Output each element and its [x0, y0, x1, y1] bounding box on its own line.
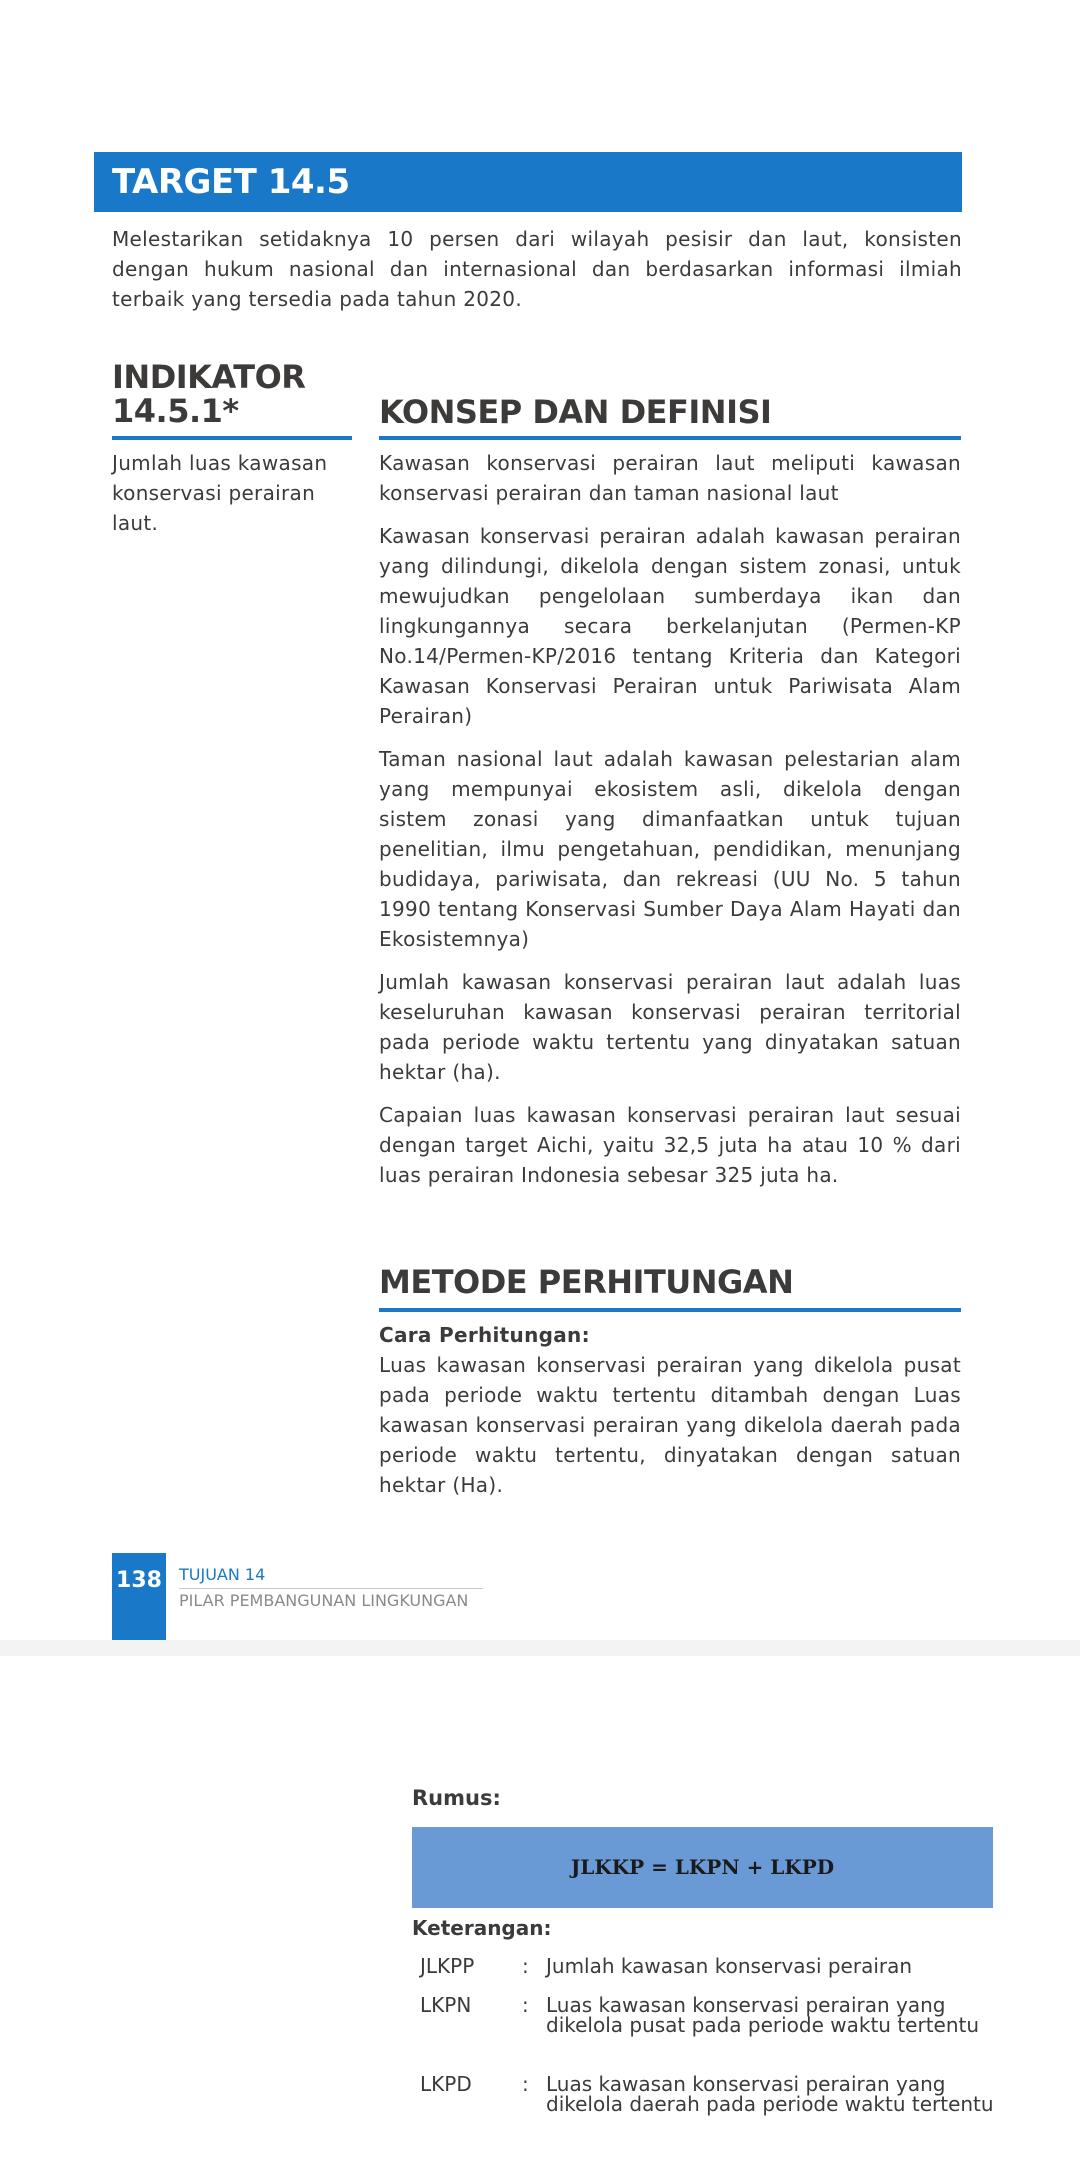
konsep-body — [379, 448, 961, 1203]
target-description: Melestarikan setidaknya 10 persen dari wilayah pesisir dan laut, konsisten dengan hukum nasional dan internasional dan berdasarkan informasi ilmiah terbaik yang tersedia pada tahun 2020. — [112, 227, 962, 311]
metode-title: METODE PERHITUNGAN — [379, 1263, 794, 1301]
target-title: TARGET 14.5 — [94, 152, 962, 212]
konsep-paragraph: Jumlah kawasan konservasi perairan laut adalah luas keseluruhan kawasan konservasi perairan territorial pada periode waktu tertentu yang dinyatakan satuan hektar (ha). — [379, 970, 961, 1084]
formula-text: JLKKP = LKPN + LKPD — [570, 1855, 835, 1879]
indikator-title: INDIKATOR 14.5.1* — [112, 358, 306, 430]
konsep-paragraph: Capaian luas kawasan konservasi perairan laut sesuai dengan target Aichi, yaitu 32,5 juta ha atau 10 % dari luas perairan Indonesia sebesar 325 juta ha. — [379, 1103, 961, 1187]
metode-subtitle: Cara Perhitungan: — [379, 1323, 590, 1347]
konsep-paragraph: Taman nasional laut adalah kawasan pelestarian alam yang mempunyai ekosistem asli, dikelola dengan sistem zonasi yang dimanfaatkan untuk tujuan penelitian, ilmu pengetahuan, pendidikan, menunjang budidaya, pariwisata, dan rekreasi (UU No. 5 tahun 1990 tentang Konservasi Sumber Daya Alam Hayati dan Ekosistemnya) — [379, 747, 961, 951]
indikator-rule — [112, 436, 352, 440]
formula-box — [412, 1827, 993, 1908]
page-separator — [0, 1640, 1080, 1656]
rumus-label: Rumus: — [412, 1786, 501, 1810]
indikator-text: Jumlah luas kawasan konservasi perairan laut. — [112, 451, 328, 535]
keterangan-colon: : — [522, 2072, 529, 2096]
metode-rule — [379, 1308, 961, 1312]
keterangan-definition: Luas kawasan konservasi perairan yang dikelola daerah pada periode waktu tertentu — [546, 2072, 994, 2116]
keterangan-colon: : — [522, 1993, 529, 2017]
footer-pillar: PILAR PEMBANGUNAN LINGKUNGAN — [179, 1591, 469, 1610]
metode-body — [379, 1320, 961, 1500]
page-number: 138 — [112, 1553, 166, 1643]
konsep-paragraph: Kawasan konservasi perairan adalah kawasan perairan yang dilindungi, dikelola dengan sistem zonasi, untuk mewujudkan pengelolaan sumberdaya ikan dan lingkungannya secara berkelanjutan (Permen-KP No.14/Permen-KP/2016 tentang Kriteria dan Kategori Kawasan Konservasi Perairan untuk Pariwisata Alam Perairan) — [379, 524, 961, 728]
keterangan-abbr: LKPN — [420, 1993, 472, 2017]
keterangan-abbr: LKPD — [420, 2072, 472, 2096]
footer-goal: TUJUAN 14 — [179, 1565, 483, 1589]
keterangan-abbr: JLKPP — [420, 1954, 475, 1978]
konsep-title: KONSEP DAN DEFINISI — [379, 393, 772, 431]
keterangan-definition: Jumlah kawasan konservasi perairan — [546, 1954, 913, 1978]
keterangan-definition: Luas kawasan konservasi perairan yang dikelola pusat pada periode waktu tertentu — [546, 1993, 980, 2037]
konsep-paragraph: Kawasan konservasi perairan laut meliputi kawasan konservasi perairan dan taman nasional laut — [379, 451, 961, 505]
keterangan-label: Keterangan: — [412, 1916, 552, 1940]
metode-text: Luas kawasan konservasi perairan yang dikelola pusat pada periode waktu tertentu ditambah dengan Luas kawasan konservasi perairan yang dikelola daerah pada periode waktu tertentu, dinyatakan dengan satuan hektar (Ha). — [379, 1353, 961, 1497]
konsep-rule — [379, 436, 961, 440]
keterangan-colon: : — [522, 1954, 529, 1978]
